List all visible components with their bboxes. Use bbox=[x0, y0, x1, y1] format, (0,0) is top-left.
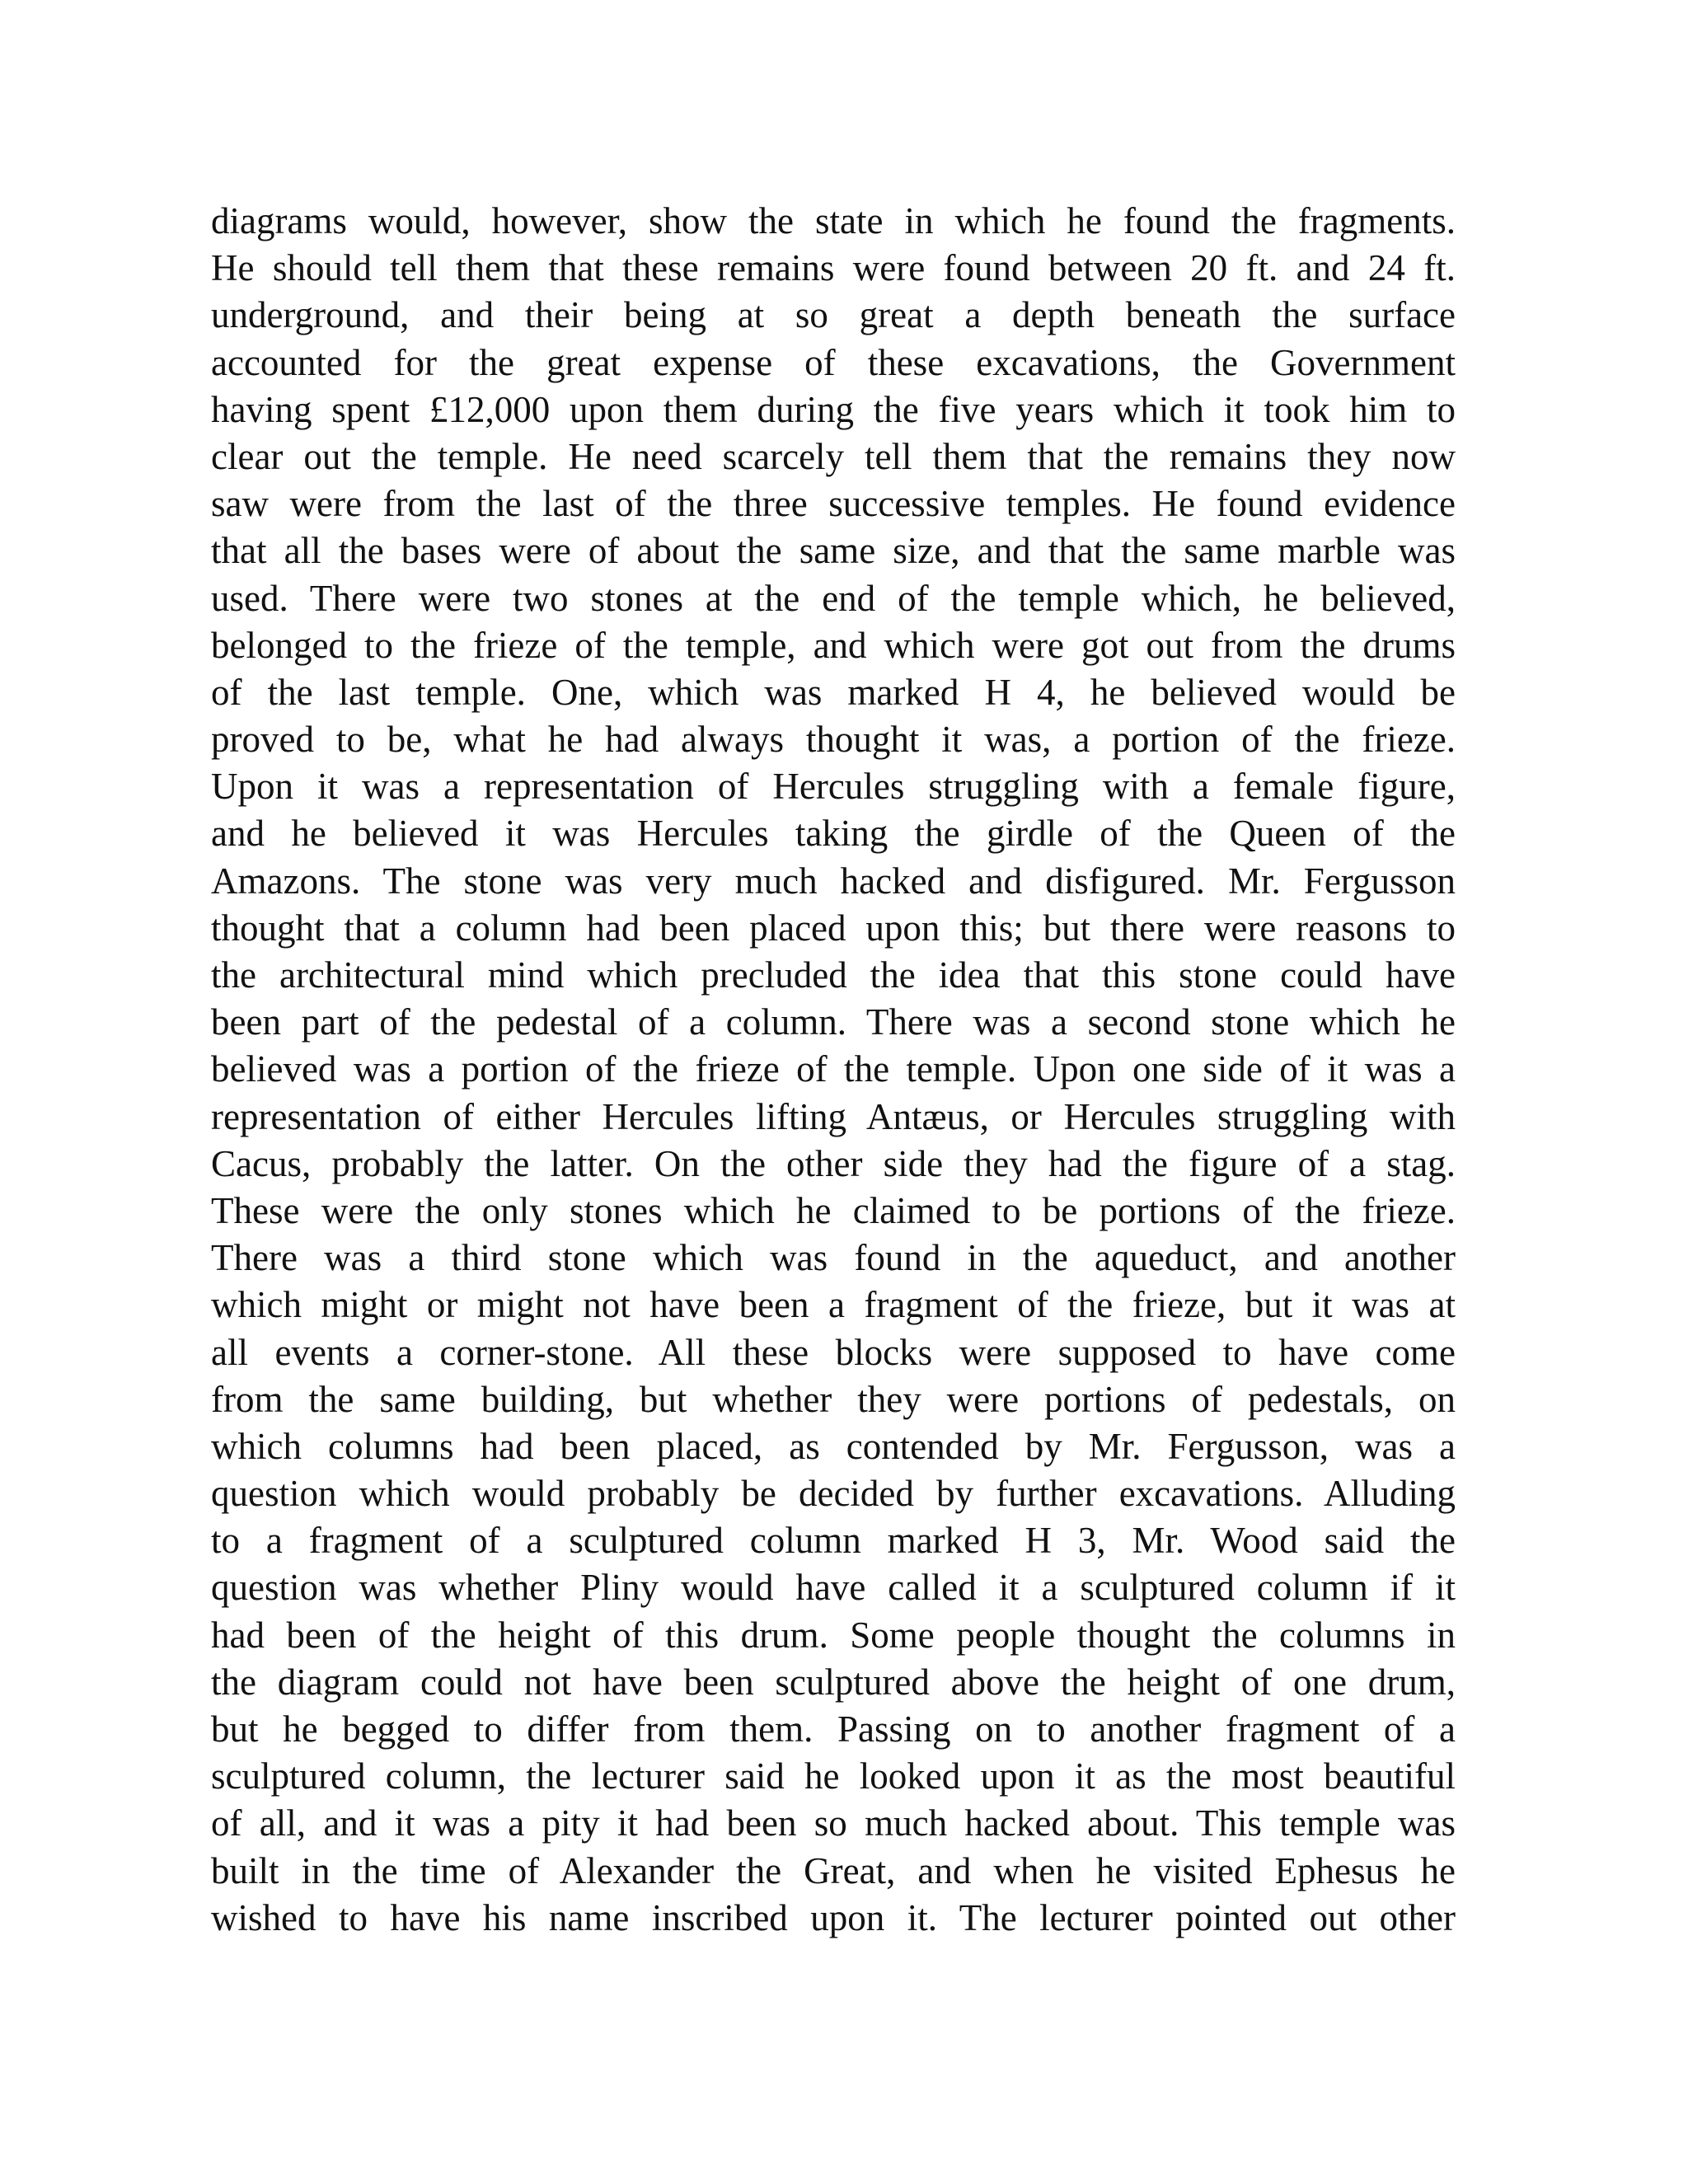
text-line: that all the bases were of about the same size, and that the same marble was bbox=[211, 530, 1456, 572]
text-line: diagrams would, however, show the state in which he found the fragments. bbox=[211, 200, 1456, 241]
text-line: These were the only stones which he claimed to be portions of the frieze. bbox=[211, 1189, 1456, 1231]
text-line: Upon it was a representation of Hercules struggling with a female figure, bbox=[211, 766, 1456, 808]
text-line: and he believed it was Hercules taking the girdle of the Queen of the bbox=[211, 813, 1456, 855]
text-line: from the same building, but whether they were portions of pedestals, on bbox=[211, 1378, 1456, 1420]
text-line: thought that a column had been placed upon this; but there were reasons to bbox=[211, 907, 1456, 949]
text-line: Amazons. The stone was very much hacked and disfigured. Mr. Fergusson bbox=[211, 860, 1456, 902]
text-line: of all, and it was a pity it had been so much hacked about. This temple was bbox=[211, 1802, 1456, 1844]
text-line: believed was a portion of the frieze of the temple. Upon one side of it was a bbox=[211, 1048, 1456, 1090]
text-line: which might or might not have been a fragment of the frieze, but it was at bbox=[211, 1284, 1456, 1326]
text-line: underground, and their being at so great a depth beneath the surface bbox=[211, 294, 1456, 336]
text-line: built in the time of Alexander the Great, and when he visited Ephesus he bbox=[211, 1849, 1456, 1891]
text-line: had been of the height of this drum. Some people thought the columns in bbox=[211, 1614, 1456, 1656]
text-line: but he begged to differ from them. Passing on to another fragment of a bbox=[211, 1708, 1456, 1750]
text-line: question which would probably be decided by further excavations. Alluding bbox=[211, 1473, 1456, 1515]
text-line: He should tell them that these remains were found between 20 ft. and 24 ft. bbox=[211, 247, 1456, 289]
text-line: question was whether Pliny would have called it a sculptured column if it bbox=[211, 1567, 1456, 1609]
text-line: There was a third stone which was found in the aqueduct, and another bbox=[211, 1237, 1456, 1279]
text-line: sculptured column, the lecturer said he looked upon it as the most beautiful bbox=[211, 1755, 1456, 1797]
text-line: representation of either Hercules lifting Antæus, or Hercules struggling with bbox=[211, 1095, 1456, 1137]
text-line: used. There were two stones at the end of the temple which, he believed, bbox=[211, 577, 1456, 619]
text-line: accounted for the great expense of these excavations, the Government bbox=[211, 341, 1456, 383]
text-line: all events a corner-stone. All these blocks were supposed to have come bbox=[211, 1331, 1456, 1373]
text-line: to a fragment of a sculptured column marked H 3, Mr. Wood said the bbox=[211, 1520, 1456, 1562]
text-line: of the last temple. One, which was marked H 4, he believed would be bbox=[211, 671, 1456, 713]
text-line: saw were from the last of the three successive temples. He found evidence bbox=[211, 483, 1456, 525]
text-line: been part of the pedestal of a column. There was a second stone which he bbox=[211, 1001, 1456, 1043]
text-line: having spent £12,000 upon them during the five years which it took him to bbox=[211, 388, 1456, 430]
text-line: wished to have his name inscribed upon it. The lecturer pointed out other bbox=[211, 1896, 1456, 1938]
text-line: proved to be, what he had always thought it was, a portion of the frieze. bbox=[211, 719, 1456, 761]
text-line: the architectural mind which precluded the idea that this stone could have bbox=[211, 954, 1456, 996]
text-line: which columns had been placed, as contended by Mr. Fergusson, was a bbox=[211, 1425, 1456, 1467]
text-line: belonged to the frieze of the temple, and which were got out from the drums bbox=[211, 624, 1456, 666]
page-text-block bbox=[211, 198, 1456, 1942]
text-line: clear out the temple. He need scarcely tell them that the remains they now bbox=[211, 435, 1456, 477]
text-line: Cacus, probably the latter. On the other side they had the figure of a stag. bbox=[211, 1142, 1456, 1184]
text-line: the diagram could not have been sculptured above the height of one drum, bbox=[211, 1661, 1456, 1703]
